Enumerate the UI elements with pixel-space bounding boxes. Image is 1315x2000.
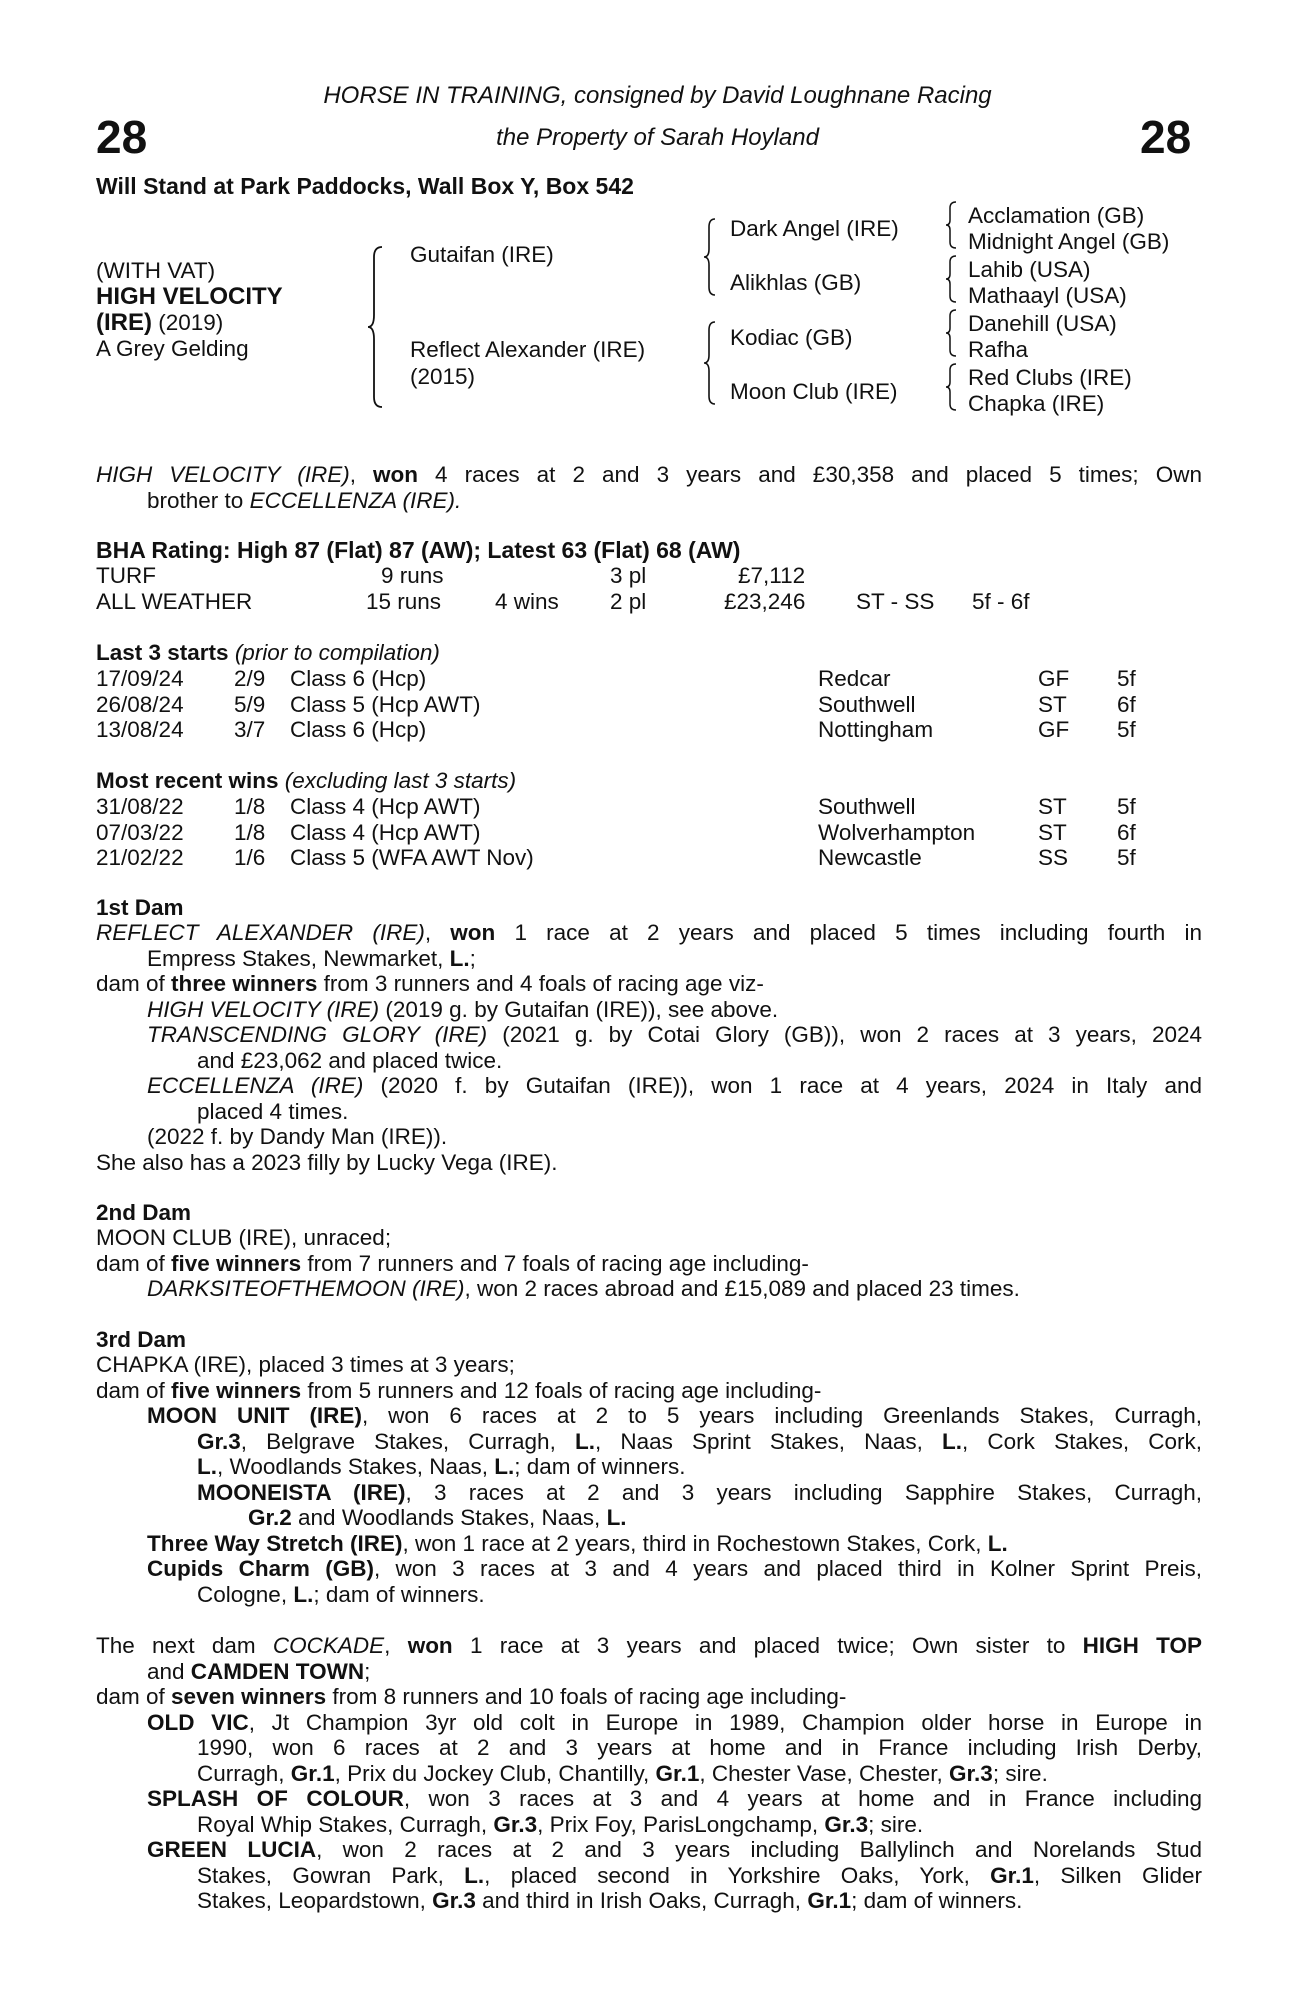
win-row-course: Wolverhampton: [818, 819, 976, 845]
gen3-1: Acclamation (GB): [968, 203, 1145, 228]
brace-g3-1: [944, 200, 958, 250]
last3-row-course: Nottingham: [818, 717, 934, 742]
aw-runs: 15 runs: [366, 589, 442, 614]
last3-row-dist: 5f: [1117, 717, 1136, 742]
brace-g3-2: [944, 254, 958, 304]
win-row-pos: 1/8: [234, 819, 266, 845]
first-dam-heading: 1st Dam: [96, 895, 184, 920]
pedigree-brace-dam: [702, 320, 718, 406]
turf-prize: £7,112: [738, 563, 806, 588]
win-row-date: 31/08/22: [96, 794, 184, 819]
turf-placed: 3 pl: [610, 563, 647, 588]
lot-number-right: 28: [1140, 111, 1192, 163]
turf-surface: TURF: [96, 563, 156, 588]
vat-note: (WITH VAT): [96, 258, 216, 283]
last3-row-date: 17/09/24: [96, 666, 184, 691]
first-dam-text: REFLECT ALEXANDER (IRE), won 1 race at 2 years and placed 5 times including fourth in Empress Stakes, Newmarket, L.; dam of three winners from 3 runners and 4 foals of racing age viz- HIGH VELOCITY (IRE) (2019 g. by Gutaifan (IRE)), see above. TRANSCENDING GLORY (IRE) (2021 g. by Cotai Glory (GB)), won 2 races at 3 years, 2024 and £23,062 and placed twice. ECCELLENZA (IRE) (2020 f. by Gutaifan (IRE)), won 1 race at 4 years, 2024 in Italy and placed 4 times. (2022 f. by Dandy Man (IRE)). She also has a 2023 filly by Lucky Vega (IRE).: [96, 920, 1202, 1175]
horse-name: HIGH VELOCITY: [96, 283, 283, 310]
last3-row-course: Redcar: [818, 666, 891, 691]
last3-row-cls: Class 5 (Hcp AWT): [290, 691, 481, 717]
win-row-going: ST: [1038, 819, 1067, 845]
bha-rating: BHA Rating: High 87 (Flat) 87 (AW); Latest 63 (Flat) 68 (AW): [96, 537, 741, 563]
gen3-4: Mathaayl (USA): [968, 283, 1127, 308]
aw-surface: ALL WEATHER: [96, 589, 253, 614]
last3-row-going: ST: [1038, 691, 1067, 717]
aw-wins: 4 wins: [495, 589, 559, 614]
last3-row-pos: 2/9: [234, 666, 266, 691]
last3-row-pos: 5/9: [234, 691, 266, 717]
win-row-date: 21/02/22: [96, 845, 184, 870]
second-dam-text: MOON CLUB (IRE), unraced; dam of five winners from 7 runners and 7 foals of racing age including- DARKSITEOFTHEMOON (IRE), won 2 races abroad and £15,089 and placed 23 times.: [96, 1225, 1020, 1301]
gen3-5: Danehill (USA): [968, 311, 1117, 336]
dam-year: (2015): [410, 364, 476, 389]
last3-row-date: 26/08/24: [96, 691, 184, 717]
last3-row-dist: 5f: [1117, 666, 1136, 691]
gen3-8: Chapka (IRE): [968, 391, 1105, 416]
granddam-maternal: Moon Club (IRE): [730, 379, 898, 404]
win-row-date: 07/03/22: [96, 819, 184, 845]
win-row-going: SS: [1038, 845, 1069, 870]
win-row-cls: Class 4 (Hcp AWT): [290, 819, 481, 845]
recent-wins-heading: Most recent wins (excluding last 3 starts): [96, 768, 517, 793]
granddam-paternal: Alikhlas (GB): [730, 270, 862, 295]
last3-row-cls: Class 6 (Hcp): [290, 666, 427, 691]
last3-heading: Last 3 starts (prior to compilation): [96, 640, 440, 665]
stand-location: Will Stand at Park Paddocks, Wall Box Y, Box 542: [96, 173, 634, 199]
last3-row-going: GF: [1038, 717, 1070, 742]
gen3-7: Red Clubs (IRE): [968, 365, 1132, 390]
property-line: the Property of Sarah Hoyland: [496, 124, 819, 151]
sire: Gutaifan (IRE): [410, 242, 554, 267]
aw-distance: 5f - 6f: [972, 589, 1030, 614]
brace-g3-3: [944, 308, 958, 358]
win-row-dist: 5f: [1117, 845, 1136, 870]
win-row-course: Southwell: [818, 794, 916, 819]
dam: Reflect Alexander (IRE): [410, 337, 646, 362]
grandsire-paternal: Dark Angel (IRE): [730, 216, 899, 241]
win-row-dist: 5f: [1117, 794, 1136, 819]
gen3-6: Rafha: [968, 337, 1029, 362]
gen3-2: Midnight Angel (GB): [968, 229, 1170, 254]
race-summary: HIGH VELOCITY (IRE), won 4 races at 2 and 3 years and £30,358 and placed 5 times; Own brother to ECCELLENZA (IRE).: [96, 462, 1202, 513]
pedigree-brace-main: [366, 245, 386, 410]
last3-row-course: Southwell: [818, 691, 916, 717]
aw-going: ST - SS: [856, 589, 935, 614]
horse-year: (2019): [152, 310, 224, 335]
win-row-dist: 6f: [1117, 819, 1136, 845]
win-row-cls: Class 4 (Hcp AWT): [290, 794, 481, 819]
last3-row-pos: 3/7: [234, 717, 266, 742]
last3-row-dist: 6f: [1117, 691, 1136, 717]
win-row-pos: 1/8: [234, 794, 266, 819]
win-row-going: ST: [1038, 794, 1067, 819]
last3-row-going: GF: [1038, 666, 1070, 691]
aw-prize: £23,246: [724, 589, 806, 614]
horse-country: (IRE): [96, 309, 152, 336]
third-dam-text: CHAPKA (IRE), placed 3 times at 3 years; dam of five winners from 5 runners and 12 foals of racing age including- MOON UNIT (IRE), won 6 races at 2 to 5 years including Greenlands Stakes, Curragh, Gr.3, Belgrave Stakes, Curragh, L., Naas Sprint Stakes, Naas, L., Cork Stakes, Cork, L., Woodlands Stakes, Naas, L.; dam of winners. MOONEISTA (IRE), 3 races at 2 and 3 years including Sapphire Stakes, Curragh, Gr.2 and Woodlands Stakes, Naas, L. Three Way Stretch (IRE), won 1 race at 2 years, third in Rochestown Stakes, Cork, L. Cupids Charm (GB), won 3 races at 3 and 4 years and placed third in Kolner Sprint Preis, Cologne, L.; dam of winners.: [96, 1352, 1202, 1607]
grandsire-maternal: Kodiac (GB): [730, 325, 853, 350]
last3-row-date: 13/08/24: [96, 717, 184, 742]
horse-description: A Grey Gelding: [96, 336, 249, 361]
third-dam-heading: 3rd Dam: [96, 1327, 187, 1352]
last3-row-cls: Class 6 (Hcp): [290, 717, 427, 742]
pedigree-brace-sire: [702, 217, 718, 297]
win-row-course: Newcastle: [818, 845, 922, 870]
lot-number-left: 28: [96, 111, 148, 163]
gen3-3: Lahib (USA): [968, 257, 1091, 282]
win-row-pos: 1/6: [234, 845, 266, 870]
brace-g3-4: [944, 362, 958, 412]
second-dam-heading: 2nd Dam: [96, 1200, 192, 1225]
aw-placed: 2 pl: [610, 589, 647, 614]
consignor-line: HORSE IN TRAINING, consigned by David Loughnane Racing: [323, 82, 992, 109]
win-row-cls: Class 5 (WFA AWT Nov): [290, 845, 534, 870]
turf-runs: 9 runs: [381, 563, 444, 588]
next-dam-text: The next dam COCKADE, won 1 race at 3 years and placed twice; Own sister to HIGH TOP and CAMDEN TOWN; dam of seven winners from 8 runners and 10 foals of racing age including- OLD VIC, Jt Champion 3yr old colt in Europe in 1989, Champion older horse in Europe in 1990, won 6 races at 2 and 3 years at home and in France including Irish Derby, Curragh, Gr.1, Prix du Jockey Club, Chantilly, Gr.1, Chester Vase, Chester, Gr.3; sire. SPLASH OF COLOUR, won 3 races at 3 and 4 years at home and in France including Royal Whip Stakes, Curragh, Gr.3, Prix Foy, ParisLongchamp, Gr.3; sire. GREEN LUCIA, won 2 races at 2 and 3 years including Ballylinch and Norelands Stud Stakes, Gowran Park, L., placed second in Yorkshire Oaks, York, Gr.1, Silken Glider Stakes, Leopardstown, Gr.3 and third in Irish Oaks, Curragh, Gr.1; dam of winners.: [96, 1633, 1202, 1913]
